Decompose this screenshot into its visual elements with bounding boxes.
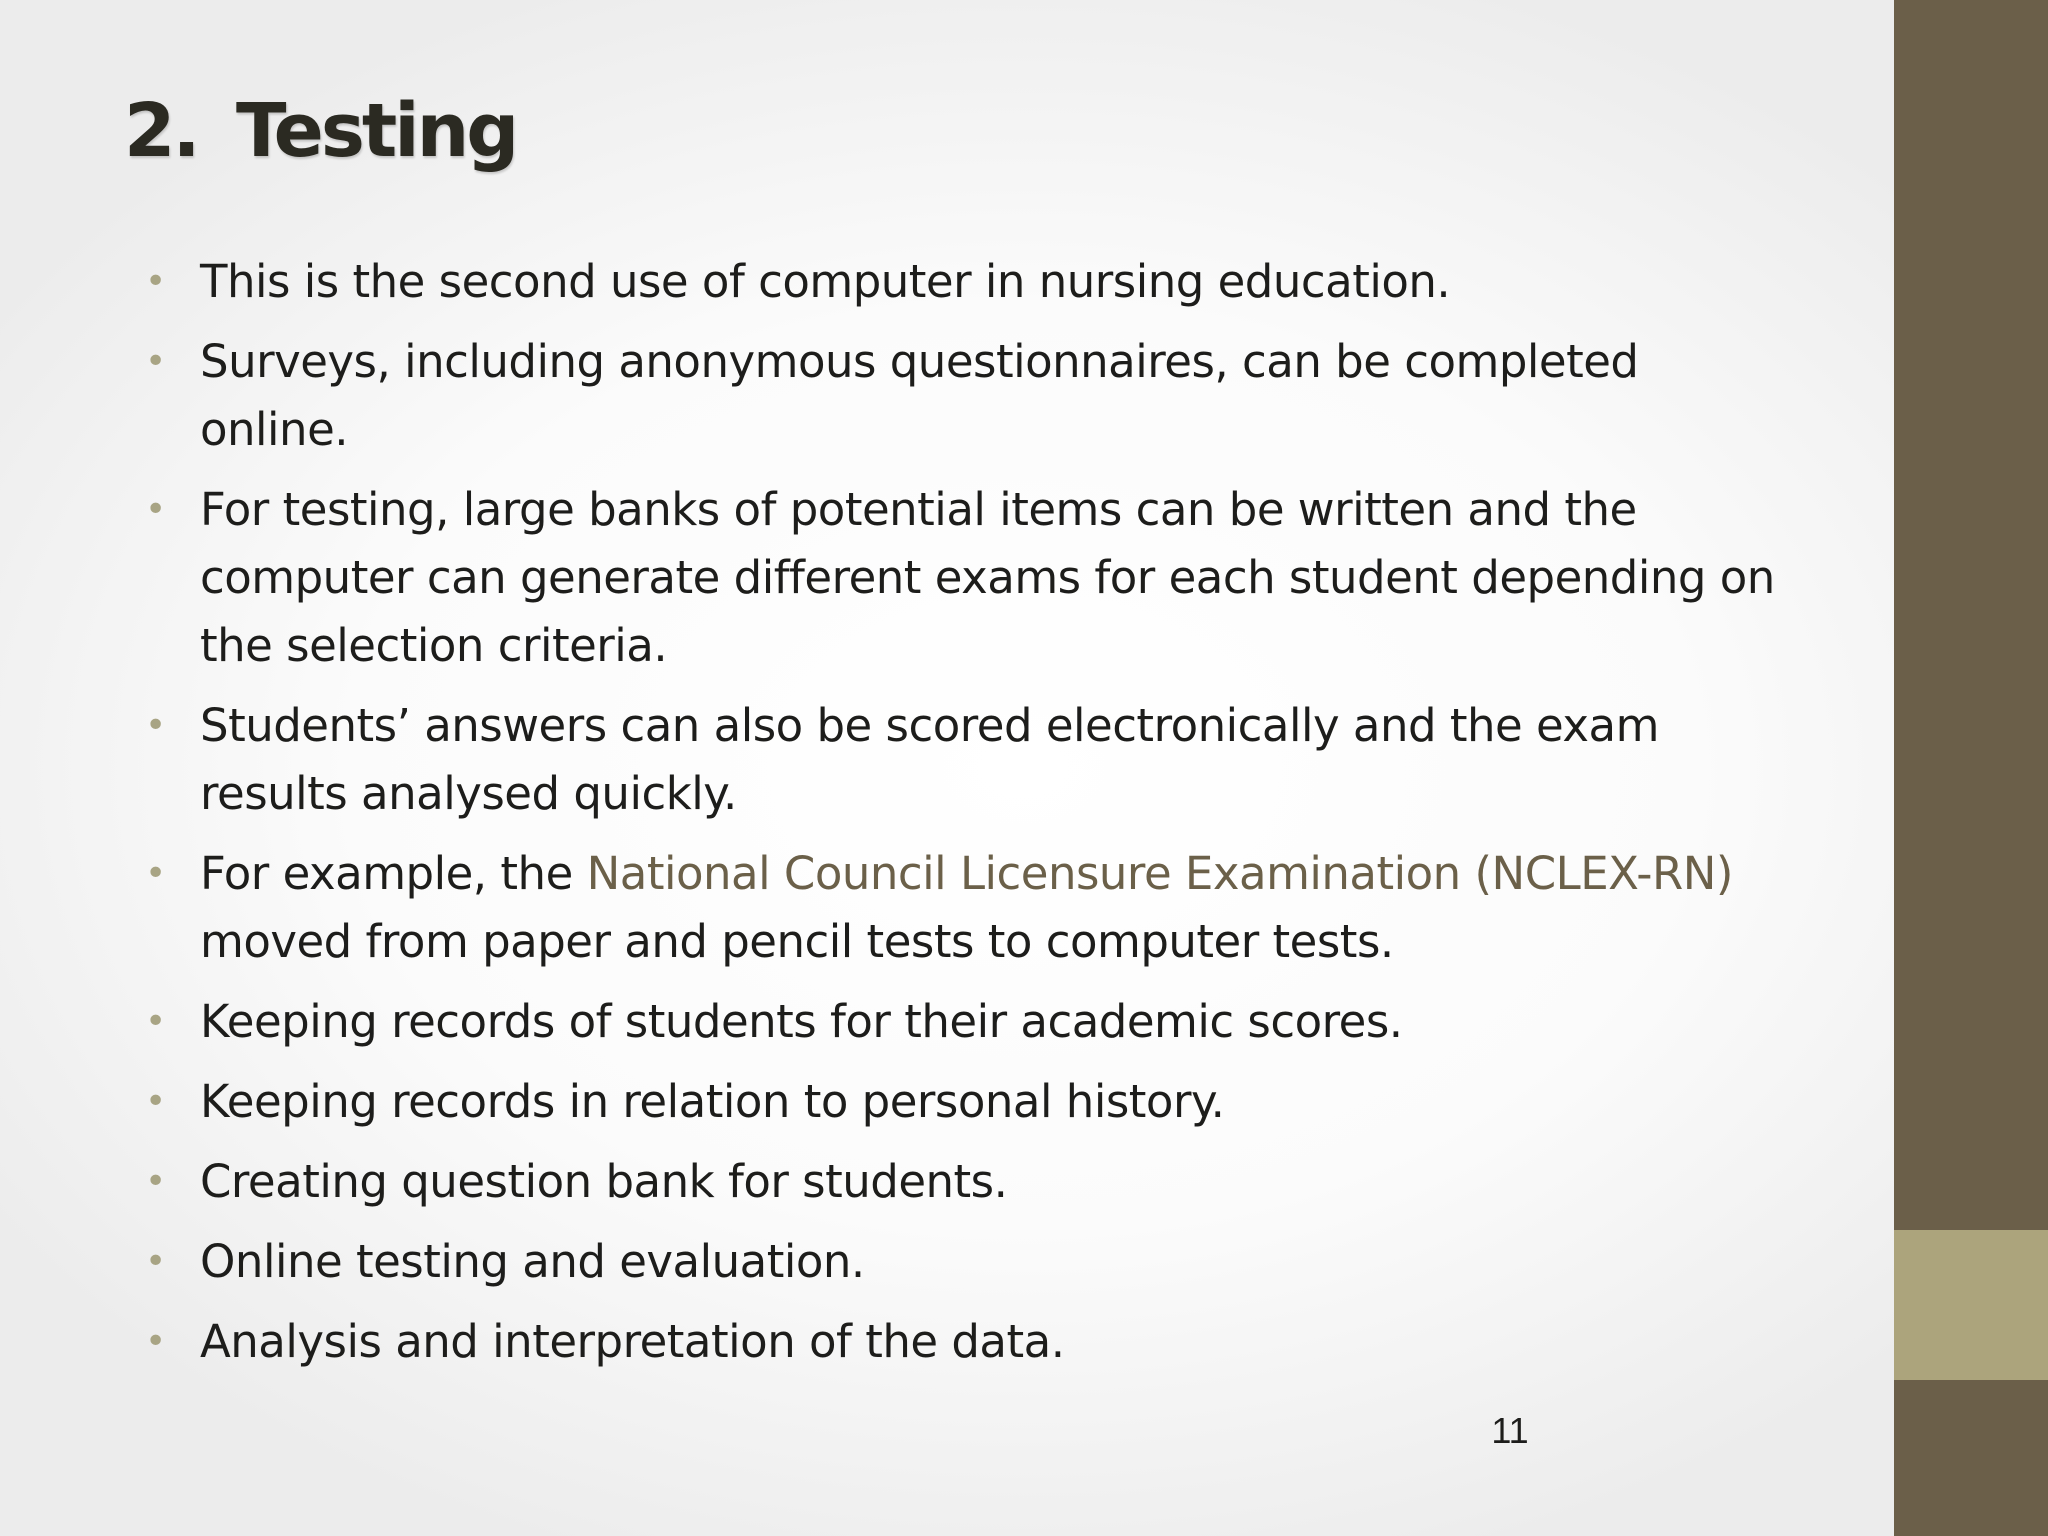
bullet-item bbox=[145, 840, 1785, 976]
bullet-item bbox=[145, 476, 1785, 680]
bullet-item bbox=[145, 692, 1785, 828]
bullet-text-after: moved from paper and pencil tests to computer tests. bbox=[200, 915, 1394, 968]
bullet-text: Online testing and evaluation. bbox=[200, 1235, 865, 1288]
slide-title bbox=[124, 88, 516, 174]
bullet-icon: • bbox=[145, 1161, 166, 1202]
bullet-list bbox=[145, 248, 1785, 1388]
bullet-text: Surveys, including anonymous questionnaires, can be completed online. bbox=[200, 335, 1639, 456]
bullet-icon: • bbox=[145, 853, 166, 894]
nclex-rn-highlight: National Council Licensure Examination (NCLEX-RN) bbox=[586, 847, 1733, 900]
page-number: 11 bbox=[1491, 1410, 1529, 1451]
bullet-text: Analysis and interpretation of the data. bbox=[200, 1315, 1065, 1368]
bullet-icon: • bbox=[145, 1321, 166, 1362]
bullet-icon: • bbox=[145, 261, 166, 302]
bullet-item bbox=[145, 1148, 1785, 1216]
bullet-text: Students’ answers can also be scored electronically and the exam results analysed quickly. bbox=[200, 699, 1659, 820]
bullet-text: Creating question bank for students. bbox=[200, 1155, 1008, 1208]
bullet-text: Keeping records in relation to personal history. bbox=[200, 1075, 1225, 1128]
bullet-item bbox=[145, 1068, 1785, 1136]
bullet-item bbox=[145, 988, 1785, 1056]
bullet-icon: • bbox=[145, 1081, 166, 1122]
bullet-icon: • bbox=[145, 1241, 166, 1282]
bullet-text: This is the second use of computer in nursing education. bbox=[200, 255, 1451, 308]
bullet-icon: • bbox=[145, 705, 166, 746]
bullet-item bbox=[145, 248, 1785, 316]
bullet-text: Keeping records of students for their academic scores. bbox=[200, 995, 1403, 1048]
bullet-icon: • bbox=[145, 1001, 166, 1042]
bullet-item bbox=[145, 1308, 1785, 1376]
title-number: 2. bbox=[124, 88, 198, 174]
bullet-icon: • bbox=[145, 489, 166, 530]
sidebar-accent-band bbox=[1894, 1230, 2048, 1380]
bullet-text-before: For example, the bbox=[200, 847, 587, 900]
bullet-item bbox=[145, 1228, 1785, 1296]
bullet-item bbox=[145, 328, 1785, 464]
bullet-icon: • bbox=[145, 341, 166, 382]
title-text: Testing bbox=[236, 88, 517, 174]
bullet-text: For testing, large banks of potential items can be written and the computer can generate different exams for each student depending on the selection criteria. bbox=[200, 483, 1775, 672]
